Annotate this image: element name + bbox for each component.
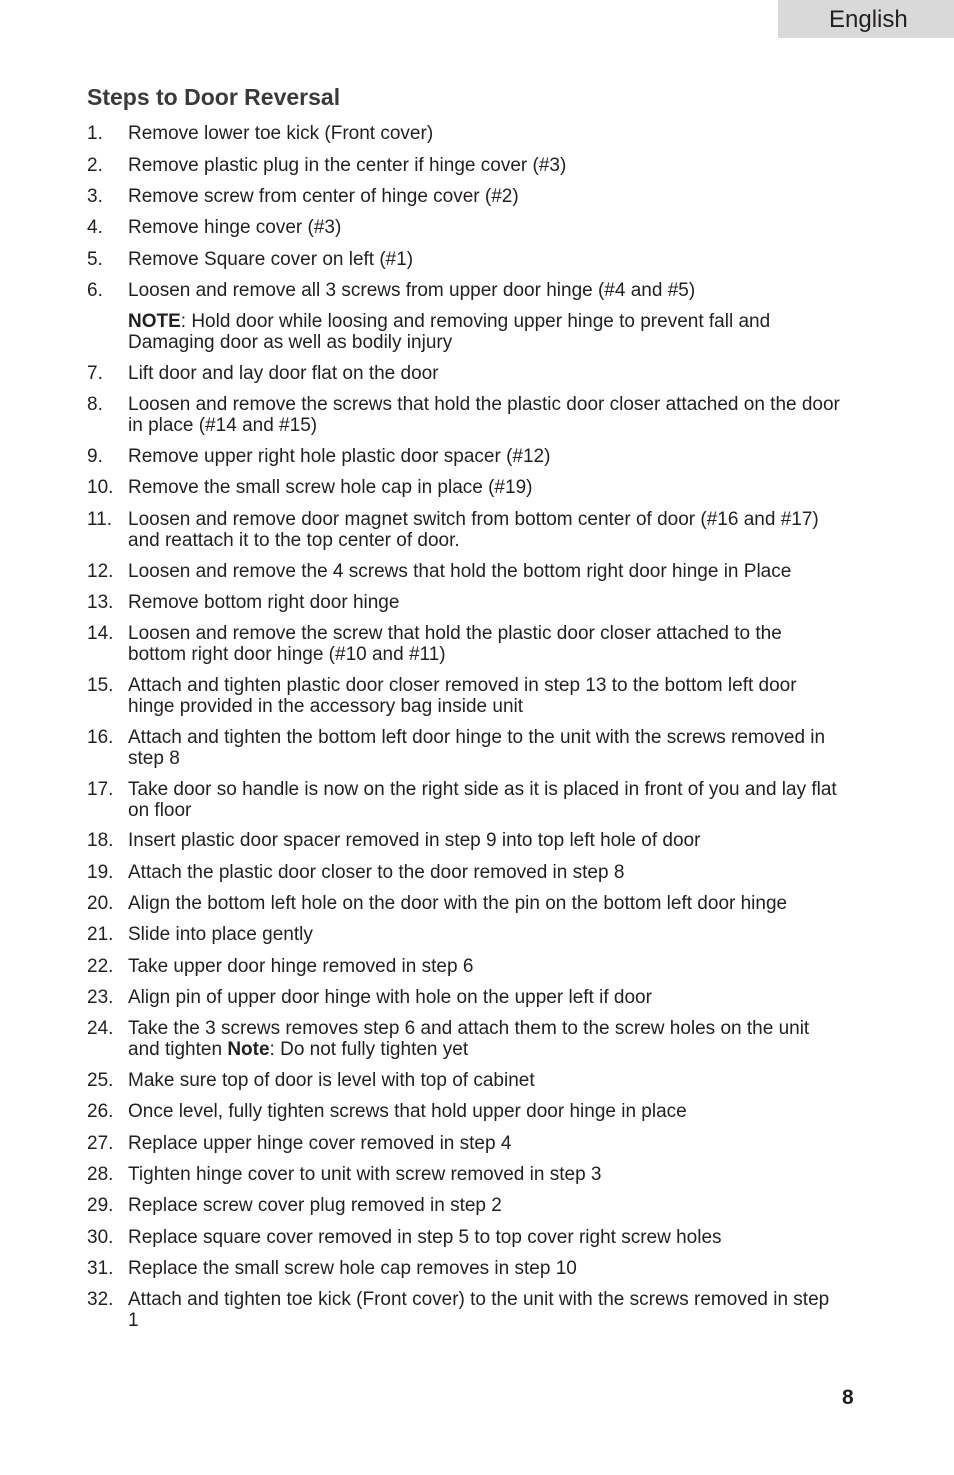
step-number: 3. [87, 186, 103, 207]
step-text: Remove hinge cover (#3) [128, 217, 342, 238]
step-number: 15. [87, 675, 114, 696]
step-text: Attach and tighten plastic door closer removed in step 13 to the bottom left door hinge provided in the accessory bag inside unit [128, 675, 797, 717]
step-number: 18. [87, 830, 114, 851]
list-item [87, 1196, 847, 1217]
step-number: 30. [87, 1227, 114, 1248]
list-item [87, 187, 847, 208]
step-number: 12. [87, 561, 114, 582]
list-item [87, 1259, 847, 1280]
step-text: Remove bottom right door hinge [128, 592, 400, 613]
step-number: 10. [87, 477, 114, 498]
step-number: 13. [87, 592, 114, 613]
list-item [87, 988, 847, 1009]
list-item [87, 478, 847, 499]
list-item [87, 124, 847, 145]
list-item [87, 447, 847, 468]
step-text: Loosen and remove door magnet switch from bottom center of door (#16 and #17) and reattach it to the top center of door. [128, 509, 819, 551]
step-text: Insert plastic door spacer removed in step 9 into top left hole of door [128, 830, 701, 851]
step-number: 24. [87, 1018, 114, 1039]
step-text: Tighten hinge cover to unit with screw removed in step 3 [128, 1164, 602, 1185]
step-text: Loosen and remove all 3 screws from upper door hinge (#4 and #5) [128, 280, 696, 301]
step-text: Replace upper hinge cover removed in step 4 [128, 1133, 512, 1154]
step-text: Remove plastic plug in the center if hinge cover (#3) [128, 155, 567, 176]
list-item [87, 1071, 847, 1092]
step-text: Slide into place gently [128, 924, 313, 945]
list-item [87, 250, 847, 271]
page-number: 8 [842, 1386, 854, 1409]
step-number: 2. [87, 155, 103, 176]
step-number: 5. [87, 249, 103, 270]
step-text: Replace square cover removed in step 5 to top cover right screw holes [128, 1227, 722, 1248]
list-item [87, 593, 847, 614]
step-text: Make sure top of door is level with top of cabinet [128, 1070, 535, 1091]
list-item [87, 925, 847, 946]
note-label: NOTE [128, 311, 181, 332]
list-item [87, 156, 847, 177]
list-item [87, 218, 847, 239]
step-text: Loosen and remove the screws that hold the plastic door closer attached on the door in place (#14 and #15) [128, 394, 840, 436]
list-item [87, 1102, 847, 1123]
list-item [87, 831, 847, 852]
step-text: Attach the plastic door closer to the door removed in step 8 [128, 862, 625, 883]
list-item [87, 281, 847, 302]
step-number: 1. [87, 123, 103, 144]
step-number: 25. [87, 1070, 114, 1091]
language-label: English [829, 6, 908, 33]
note-text: : Do not fully tighten yet [269, 1038, 469, 1060]
step-number: 7. [87, 363, 103, 384]
step-number: 21. [87, 924, 114, 945]
step-number: 9. [87, 446, 103, 467]
list-item [87, 780, 847, 821]
step-number: 4. [87, 217, 103, 238]
list-item [87, 676, 847, 717]
step-number: 19. [87, 862, 114, 883]
list-item [87, 1134, 847, 1155]
step-text: Lift door and lay door flat on the door [128, 363, 439, 384]
step-number: 17. [87, 779, 114, 800]
step-text: Replace the small screw hole cap removes in step 10 [128, 1258, 577, 1279]
page-title: Steps to Door Reversal [87, 84, 341, 110]
step-text: Take door so handle is now on the right side as it is placed in front of you and lay flat on floor [128, 779, 837, 821]
step-text: Replace screw cover plug removed in step 2 [128, 1195, 502, 1216]
step-text: Align the bottom left hole on the door with the pin on the bottom left door hinge [128, 893, 788, 914]
step-text: Loosen and remove the 4 screws that hold the bottom right door hinge in Place [128, 561, 792, 582]
step-number: 31. [87, 1258, 114, 1279]
list-item [87, 863, 847, 884]
step-text: Remove lower toe kick (Front cover) [128, 123, 434, 144]
step-text: Remove screw from center of hinge cover (#2) [128, 186, 519, 207]
list-item [87, 1165, 847, 1186]
step-number: 14. [87, 623, 114, 644]
step-number: 32. [87, 1289, 114, 1310]
list-item [87, 395, 847, 436]
step-number: 29. [87, 1195, 114, 1216]
step-text: Remove the small screw hole cap in place (#19) [128, 477, 533, 498]
step-number: 6. [87, 280, 103, 301]
step-text: Attach and tighten toe kick (Front cover) to the unit with the screws removed in step 1 [128, 1289, 830, 1331]
list-item [87, 957, 847, 978]
list-item [87, 562, 847, 583]
step-number: 27. [87, 1133, 114, 1154]
list-item [87, 728, 847, 769]
list-item [87, 894, 847, 915]
step-text: Remove Square cover on left (#1) [128, 249, 414, 270]
step-number: 8. [87, 394, 103, 415]
step-number: 23. [87, 987, 114, 1008]
step-text [128, 1019, 843, 1060]
step-number: 28. [87, 1164, 114, 1185]
step-number: 26. [87, 1101, 114, 1122]
list-item [87, 624, 847, 665]
note-label: Note [227, 1038, 270, 1060]
list-item [87, 1290, 847, 1331]
step-text: Attach and tighten the bottom left door hinge to the unit with the screws removed in step 8 [128, 727, 826, 769]
step-number: 22. [87, 956, 114, 977]
step-number: 11. [87, 509, 113, 530]
step-text: Take upper door hinge removed in step 6 [128, 956, 474, 977]
list-item [87, 510, 847, 551]
step-text: Once level, fully tighten screws that hold upper door hinge in place [128, 1101, 687, 1122]
language-tab [778, 0, 954, 38]
step-text-main: Take the 3 screws removes step 6 and attach them to the screw holes on the unit and tighten [128, 1018, 810, 1060]
list-item [87, 364, 847, 385]
step-text: Align pin of upper door hinge with hole on the upper left if door [128, 987, 652, 1008]
safety-note [128, 312, 828, 353]
step-number: 16. [87, 727, 114, 748]
list-item [87, 1228, 847, 1249]
step-text: Loosen and remove the screw that hold the plastic door closer attached to the bottom right door hinge (#10 and #11) [128, 623, 782, 665]
step-text: Remove upper right hole plastic door spacer (#12) [128, 446, 551, 467]
note-text: : Hold door while loosing and removing upper hinge to prevent fall and Damaging door as well as bodily injury [128, 311, 771, 353]
step-number: 20. [87, 893, 114, 914]
list-item [87, 1019, 847, 1060]
